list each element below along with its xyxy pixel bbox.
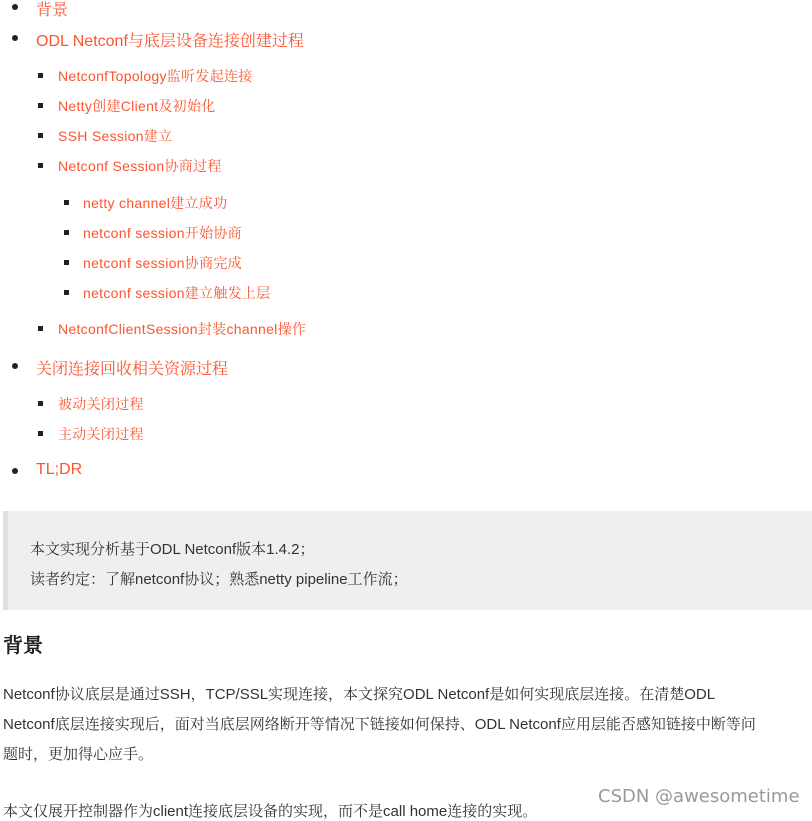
toc-link-session-negotiation[interactable]: Netconf Session协商过程 [58,158,222,174]
bullet-square [38,133,43,138]
bullet-dot [12,35,18,41]
toc-link-negotiation-done[interactable]: netconf session协商完成 [83,255,242,271]
bullet-square [64,230,69,235]
bullet-dot [12,363,18,369]
bullet-dot [12,468,18,474]
quote-line-version: 本文实现分析基于ODL Netconf版本1.4.2； [30,541,315,558]
toc-link-ssh-session[interactable]: SSH Session建立 [58,128,173,144]
bullet-square [64,260,69,265]
toc-link-negotiation-start[interactable]: netconf session开始协商 [83,225,242,241]
bullet-square [38,103,43,108]
toc-link-netty-client[interactable]: Netty创建Client及初始化 [58,98,216,114]
toc-link-connection-creation[interactable]: ODL Netconf与底层设备连接创建过程 [36,33,304,50]
bullet-square [64,290,69,295]
quote-line-reader: 读者约定：了解netconf协议；熟悉netty pipeline工作流； [30,571,408,588]
bullet-square [64,200,69,205]
paragraph-line: 本文仅展开控制器作为client连接底层设备的实现，而不是call home连接的实现。 [3,803,538,820]
watermark: CSDN @awesometime [598,786,800,807]
section-heading: 背景 [3,635,43,657]
toc-link-channel-established[interactable]: netty channel建立成功 [83,195,228,211]
paragraph-line: 题时，更加得心应手。 [3,746,154,763]
bullet-square [38,326,43,331]
toc-link-session-trigger-upper[interactable]: netconf session建立触发上层 [83,285,271,301]
bullet-square [38,431,43,436]
toc-link-tldr[interactable]: TL;DR [36,461,83,478]
blockquote [3,511,812,610]
toc-link-active-close[interactable]: 主动关闭过程 [58,426,144,442]
toc-link-client-session-channel[interactable]: NetconfClientSession封装channel操作 [58,321,307,337]
toc-link-close-connection[interactable]: 关闭连接回收相关资源过程 [36,361,229,378]
toc-link-netconftopology[interactable]: NetconfTopology监听发起连接 [58,68,253,84]
bullet-dot [12,4,18,10]
toc-link-passive-close[interactable]: 被动关闭过程 [58,396,144,412]
bullet-square [38,401,43,406]
paragraph-line: Netconf底层连接实现后，面对当底层网络断开等情况下链接如何保持、ODL Netconf应用层能否感知链接中断等问 [3,716,756,733]
paragraph-line: Netconf协议底层是通过SSH，TCP/SSL实现连接，本文探究ODL Netconf是如何实现底层连接。在清楚ODL [3,686,716,703]
bullet-square [38,73,43,78]
bullet-square [38,163,43,168]
toc-link-background[interactable]: 背景 [36,2,69,19]
